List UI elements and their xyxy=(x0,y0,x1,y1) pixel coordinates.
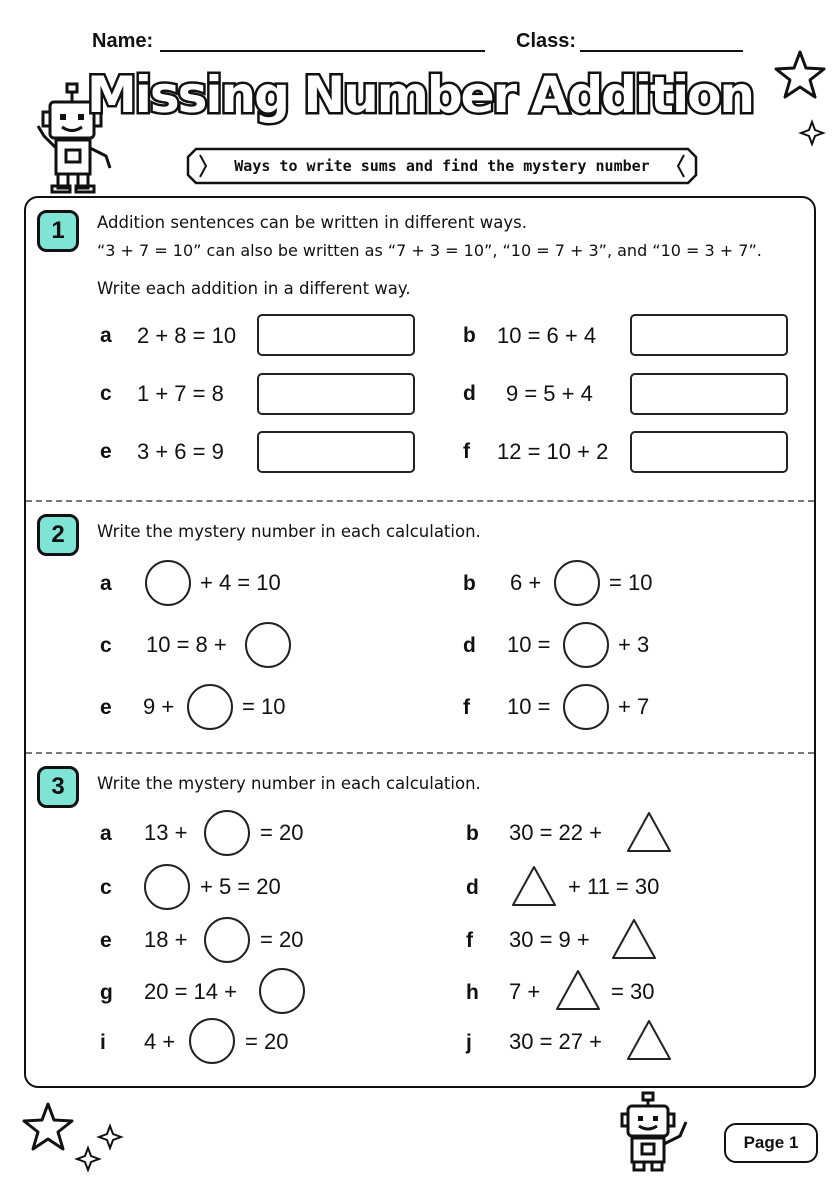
item-letter: f xyxy=(463,696,470,719)
answer-triangle[interactable] xyxy=(510,864,558,908)
equation-before: 30 = 9 + xyxy=(509,927,590,952)
section-2-instruction: Write the mystery number in each calculation. xyxy=(97,522,481,541)
equation-after: = 20 xyxy=(260,820,304,845)
item-letter: e xyxy=(100,929,112,952)
section-3-number: 3 xyxy=(51,773,65,800)
answer-circle[interactable] xyxy=(563,684,609,730)
item-letter: d xyxy=(463,382,476,405)
section-divider xyxy=(26,500,814,502)
page-title: Missing Number Addition xyxy=(86,66,754,124)
answer-triangle[interactable] xyxy=(625,810,673,854)
answer-box[interactable] xyxy=(257,431,415,473)
equation-before: 10 = 8 + xyxy=(146,632,227,657)
answer-triangle[interactable] xyxy=(554,968,602,1012)
item-letter: b xyxy=(463,572,476,595)
section-1-number: 1 xyxy=(51,217,65,244)
equation-before: 9 + xyxy=(143,694,175,719)
page-number-badge: Page 1 xyxy=(724,1123,818,1163)
equation-before: 30 = 27 + xyxy=(509,1029,602,1054)
answer-circle[interactable] xyxy=(204,810,250,856)
item-letter: b xyxy=(463,324,476,347)
answer-circle[interactable] xyxy=(187,684,233,730)
equation-after: = 10 xyxy=(242,694,286,719)
section-1-instruction: Write each addition in a different way. xyxy=(97,279,411,298)
section-1-intro-line2: “3 + 7 = 10” can also be written as “7 + 3 = 10”, “10 = 7 + 3”, and “10 = 3 + 7”. xyxy=(97,241,762,260)
answer-box[interactable] xyxy=(630,373,788,415)
section-2-number: 2 xyxy=(51,521,65,548)
equation-before: 13 + xyxy=(144,820,188,845)
equation-before: 10 = xyxy=(507,632,551,657)
item-letter: a xyxy=(100,324,112,347)
equation-after: + 4 = 10 xyxy=(200,570,281,595)
item-letter: g xyxy=(100,981,113,1004)
name-label: Name: xyxy=(92,30,154,52)
item-letter: h xyxy=(466,981,479,1004)
item-letter: c xyxy=(100,634,112,657)
equation-before: 20 = 14 + xyxy=(144,979,237,1004)
item-letter: a xyxy=(100,822,112,845)
equation-after: = 20 xyxy=(260,927,304,952)
answer-circle[interactable] xyxy=(189,1018,235,1064)
equation-after: = 10 xyxy=(609,570,653,595)
item-letter: e xyxy=(100,440,112,463)
equation-before: 7 + xyxy=(509,979,541,1004)
answer-circle[interactable] xyxy=(245,622,291,668)
equation-after: + 5 = 20 xyxy=(200,874,281,899)
item-letter: i xyxy=(100,1031,106,1054)
equation: 3 + 6 = 9 xyxy=(137,439,224,464)
equation-after: + 7 xyxy=(618,694,650,719)
answer-box[interactable] xyxy=(257,314,415,356)
section-divider xyxy=(26,752,814,754)
item-letter: j xyxy=(466,1031,472,1054)
equation-before: 10 = xyxy=(507,694,551,719)
item-letter: b xyxy=(466,822,479,845)
robot-icon xyxy=(612,1090,702,1176)
equation-after: + 11 = 30 xyxy=(568,874,660,899)
item-letter: d xyxy=(466,876,479,899)
item-letter: c xyxy=(100,876,112,899)
equation: 10 = 6 + 4 xyxy=(497,323,597,348)
name-field[interactable] xyxy=(160,50,485,52)
equation-before: 30 = 22 + xyxy=(509,820,602,845)
subtitle-text: Ways to write sums and find the mystery number xyxy=(234,157,650,175)
equation-before: 6 + xyxy=(510,570,542,595)
item-letter: a xyxy=(100,572,112,595)
answer-circle[interactable] xyxy=(204,917,250,963)
equation-before: 4 + xyxy=(144,1029,176,1054)
equation: 1 + 7 = 8 xyxy=(137,381,224,406)
class-field[interactable] xyxy=(580,50,743,52)
equation: 2 + 8 = 10 xyxy=(137,323,237,348)
equation-after: = 30 xyxy=(611,979,655,1004)
answer-circle[interactable] xyxy=(145,560,191,606)
answer-box[interactable] xyxy=(630,314,788,356)
section-2-badge xyxy=(37,514,79,556)
section-3-badge xyxy=(37,766,79,808)
equation: 12 = 10 + 2 xyxy=(497,439,609,464)
item-letter: e xyxy=(100,696,112,719)
answer-circle[interactable] xyxy=(259,968,305,1014)
subtitle-banner xyxy=(186,147,698,185)
class-label: Class: xyxy=(516,30,577,52)
equation-before: 18 + xyxy=(144,927,188,952)
item-letter: c xyxy=(100,382,112,405)
answer-box[interactable] xyxy=(630,431,788,473)
item-letter: f xyxy=(466,929,473,952)
section-1-intro-line1: Addition sentences can be written in different ways. xyxy=(97,213,527,232)
section-1-badge xyxy=(37,210,79,252)
answer-circle[interactable] xyxy=(144,864,190,910)
equation: 9 = 5 + 4 xyxy=(506,381,593,406)
item-letter: d xyxy=(463,634,476,657)
answer-circle[interactable] xyxy=(554,560,600,606)
answer-triangle[interactable] xyxy=(625,1018,673,1062)
answer-circle[interactable] xyxy=(563,622,609,668)
answer-box[interactable] xyxy=(257,373,415,415)
equation-after: + 3 xyxy=(618,632,650,657)
star-icon xyxy=(22,1100,132,1174)
section-3-instruction: Write the mystery number in each calculation. xyxy=(97,774,481,793)
item-letter: f xyxy=(463,440,470,463)
equation-after: = 20 xyxy=(245,1029,289,1054)
answer-triangle[interactable] xyxy=(610,917,658,961)
